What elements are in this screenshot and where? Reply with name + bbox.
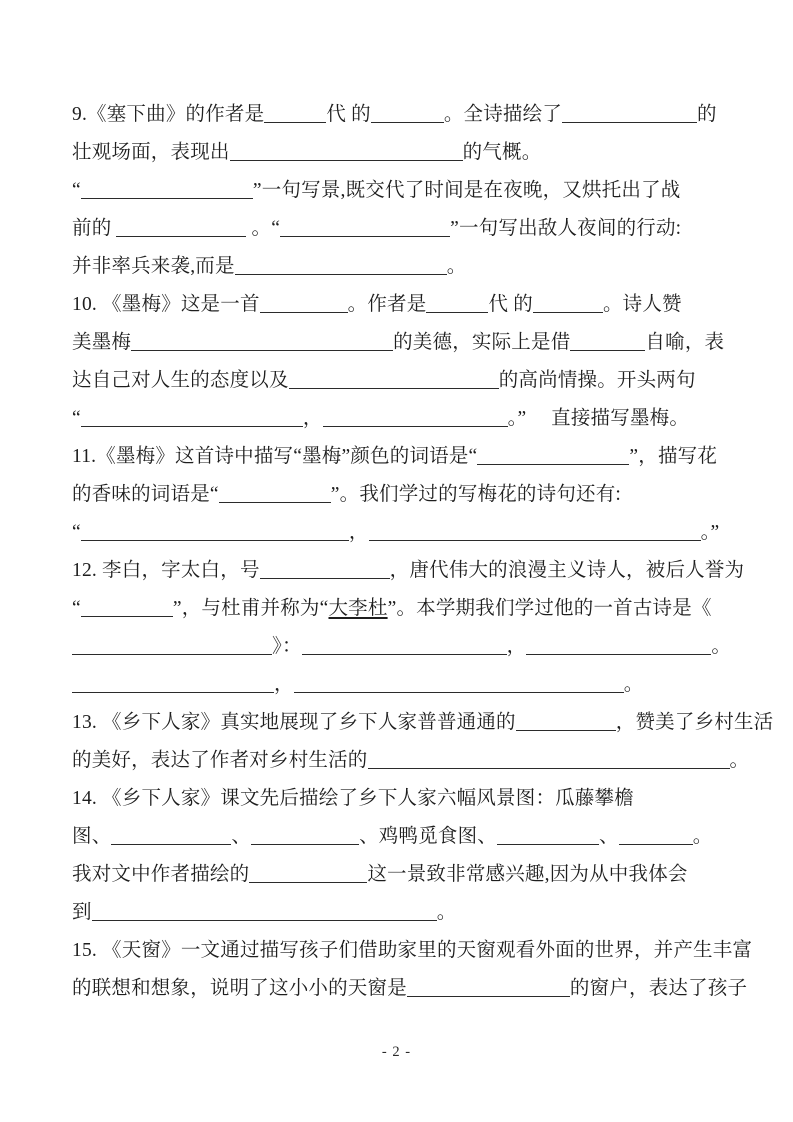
text-run: 12. 李白，字太白，号 xyxy=(72,560,260,581)
blank-field xyxy=(264,110,326,123)
text-run: 美墨梅 xyxy=(72,332,132,353)
blank-field xyxy=(477,452,629,465)
text-run: 。” xyxy=(700,522,720,543)
blank-field xyxy=(570,338,645,351)
text-run: ”。我们学过的写梅花的诗句还有: xyxy=(330,484,622,505)
question-15-line xyxy=(72,970,748,1008)
text-run: 。作者是 xyxy=(347,294,427,315)
question-11-line xyxy=(72,514,740,552)
blank-field xyxy=(368,756,730,769)
text-run: ”，描写花 xyxy=(629,446,718,467)
underlined-text: 大李杜 xyxy=(328,598,388,619)
blank-field xyxy=(235,262,447,275)
blank-field xyxy=(533,300,603,313)
text-run: 13. 《乡下人家》真实地展现了乡下人家普普通通的 xyxy=(72,712,516,733)
text-run: 壮观场面，表现出 xyxy=(72,142,230,163)
text-run: 9.《塞下曲》的作者是 xyxy=(72,104,265,125)
text-run: ， xyxy=(506,636,527,657)
question-14-line xyxy=(72,856,740,894)
blank-field xyxy=(131,338,393,351)
blank-field xyxy=(251,832,359,845)
text-run: 的美好，表达了作者对乡村生活的 xyxy=(72,750,368,771)
text-run: “ xyxy=(72,408,81,429)
text-run: ，唐代伟大的浪漫主义诗人，被后人誉为 xyxy=(389,560,745,581)
question-10-line xyxy=(72,286,740,324)
blank-field xyxy=(302,642,507,655)
question-15-line xyxy=(72,932,753,970)
text-run: 。 xyxy=(436,902,457,923)
question-13-line xyxy=(72,704,774,742)
text-run: 的气概。 xyxy=(462,142,542,163)
question-12-line xyxy=(72,552,745,590)
blank-field xyxy=(260,300,348,313)
text-run: 、 xyxy=(231,826,252,847)
document-body xyxy=(72,96,774,1008)
page-number: - 2 - xyxy=(381,1044,412,1060)
question-14-line xyxy=(72,894,740,932)
blank-field xyxy=(260,566,390,579)
blank-field xyxy=(369,528,701,541)
blank-field xyxy=(72,680,274,693)
blank-field xyxy=(526,642,711,655)
question-9-line xyxy=(72,172,740,210)
text-run: 。 xyxy=(711,636,732,657)
text-run: ”，与杜甫并称为“ xyxy=(172,598,329,619)
text-run: ， xyxy=(348,522,369,543)
text-run: 、 xyxy=(599,826,619,847)
blank-field xyxy=(371,110,444,123)
question-14-line xyxy=(72,818,740,856)
text-run: 。 xyxy=(692,826,713,847)
question-9-line xyxy=(72,96,740,134)
text-run: 的联想和想象，说明了这小小的天窗是 xyxy=(72,978,407,999)
text-run: 。” 直接描写墨梅。 xyxy=(507,408,690,429)
text-run: 。 xyxy=(623,674,644,695)
question-12-line xyxy=(72,666,740,704)
question-12-line xyxy=(72,590,740,628)
blank-field xyxy=(619,832,693,845)
text-run: 。 xyxy=(729,750,750,771)
question-9-line xyxy=(72,134,740,172)
question-14-line xyxy=(72,780,740,818)
text-run: ， xyxy=(274,674,294,695)
blank-field xyxy=(426,300,488,313)
text-run: 这一景致非常感兴趣,因为从中我体会 xyxy=(367,864,688,885)
blank-field xyxy=(72,642,272,655)
blank-field xyxy=(294,680,624,693)
text-run: 的 xyxy=(697,104,717,125)
blank-field xyxy=(116,224,246,237)
text-run: 。诗人赞 xyxy=(602,294,682,315)
blank-field xyxy=(111,832,231,845)
question-11-line xyxy=(72,476,740,514)
text-run: “ xyxy=(72,598,81,619)
blank-field xyxy=(81,604,173,617)
blank-field xyxy=(81,528,349,541)
text-run: ”一句写出敌人夜间的行动: xyxy=(450,218,682,239)
text-run: 前的 xyxy=(72,218,117,239)
blank-field xyxy=(407,984,570,997)
blank-field xyxy=(81,414,303,427)
text-run: 自喻，表 xyxy=(645,332,725,353)
text-run: ”。本学期我们学过他的一首古诗是《 xyxy=(387,598,712,619)
text-run: 》： xyxy=(272,636,302,657)
text-run: ”一句写景,既交代了时间是在夜晚，又烘托出了战 xyxy=(252,180,681,201)
blank-field xyxy=(249,870,367,883)
question-9-line xyxy=(72,248,740,286)
text-run: 。全诗描绘了 xyxy=(443,104,563,125)
question-12-line xyxy=(72,628,740,666)
blank-field xyxy=(497,832,599,845)
question-13-line xyxy=(72,742,750,780)
blank-field xyxy=(516,718,616,731)
text-run: 的高尚情操。开头两句 xyxy=(498,370,696,391)
text-run: ， xyxy=(302,408,323,429)
text-run: 。 xyxy=(446,256,467,277)
blank-field xyxy=(562,110,697,123)
text-run: 的美德，实际上是借 xyxy=(393,332,571,353)
blank-field xyxy=(230,148,463,161)
text-run: “ xyxy=(72,180,81,201)
text-run: 的窗户，表达了孩子 xyxy=(569,978,748,999)
text-run: 代 的 xyxy=(326,104,371,125)
question-11-line xyxy=(72,438,740,476)
text-run: 14. 《乡下人家》课文先后描绘了乡下人家六幅风景图：瓜藤攀檐 xyxy=(72,788,634,809)
text-run: 代 的 xyxy=(488,294,533,315)
question-9-line xyxy=(72,210,740,248)
text-run: 我对文中作者描绘的 xyxy=(72,864,250,885)
text-run: 10. 《墨梅》这是一首 xyxy=(72,294,260,315)
text-run: 的香味的词语是“ xyxy=(72,484,219,505)
text-run: 、鸡鸭觅食图、 xyxy=(359,826,498,847)
blank-field xyxy=(81,186,253,199)
text-run: 达自己对人生的态度以及 xyxy=(72,370,289,391)
blank-field xyxy=(280,224,450,237)
text-run: 。“ xyxy=(246,218,281,239)
text-run: ，赞美了乡村生活 xyxy=(615,712,774,733)
text-run: 到 xyxy=(72,902,92,923)
text-run: 15. 《天窗》一文通过描写孩子们借助家里的天窗观看外面的世界，并产生丰富 xyxy=(72,940,753,961)
blank-field xyxy=(92,908,437,921)
blank-field xyxy=(289,376,499,389)
blank-field xyxy=(323,414,508,427)
text-run: 并非率兵来袭,而是 xyxy=(72,256,235,277)
text-run: “ xyxy=(72,522,81,543)
question-10-line xyxy=(72,362,740,400)
question-10-line xyxy=(72,324,740,362)
text-run: 图、 xyxy=(72,826,112,847)
text-run: 11.《墨梅》这首诗中描写“墨梅”颜色的词语是“ xyxy=(72,446,478,467)
question-10-line xyxy=(72,400,740,438)
blank-field xyxy=(219,490,331,503)
